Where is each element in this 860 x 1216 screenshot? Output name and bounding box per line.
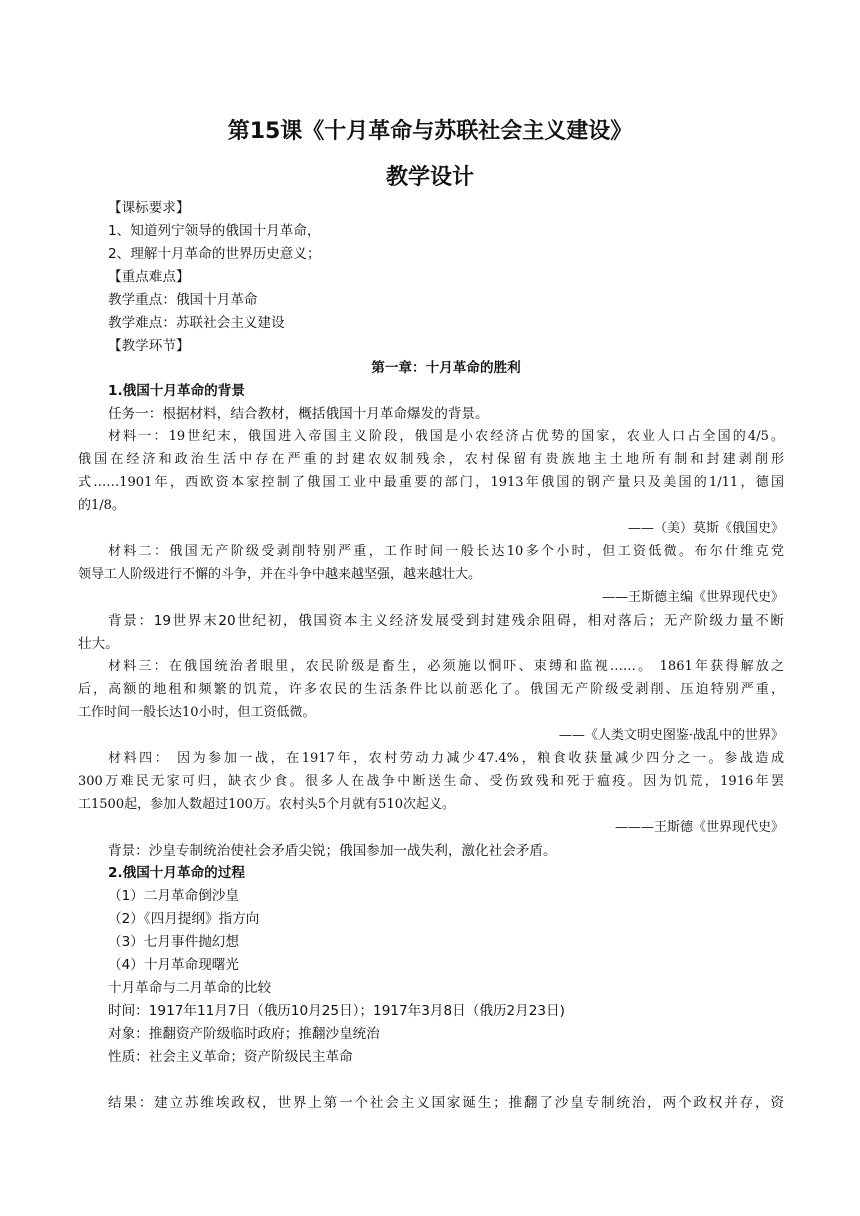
process-step: （4）十月革命现曙光 (108, 957, 239, 973)
teaching-difficulty: 教学难点：苏联社会主义建设 (108, 315, 285, 331)
comparison-time: 时间：1917年11月7日（俄历10月25日）；1917年3月8日（俄历2月23日) (108, 1003, 565, 1019)
comparison-title: 十月革命与二月革命的比较 (108, 980, 272, 996)
material-four: 材料四： 因为参加一战，在1917年，农村劳动力减少47.4%，粮食收获量减少四分之一。参战造成 (108, 751, 784, 766)
section-heading: 1.俄国十月革命的背景 (108, 383, 245, 399)
standards-heading: 【课标要求】 (108, 200, 190, 216)
process-step: （1）二月革命倒沙皇 (108, 888, 239, 904)
material-two: 领导工人阶级进行不懈的斗争，并在斗争中越来越坚强，越来越壮大。 (78, 567, 482, 582)
process-step: （2）《四月提纲》指方向 (108, 911, 260, 927)
source-citation: ——《人类文明史图鉴·战乱中的世界》 (558, 728, 784, 743)
source-citation: ——（美）莫斯《俄国史》 (627, 521, 784, 536)
material-three: 后，高额的地租和频繁的饥荒，许多农民的生活条件比以前恶化了。俄国无产阶级受剥削、压迫特别严重， (78, 682, 784, 697)
comparison-target: 对象：推翻资产阶级临时政府；推翻沙皇统治 (108, 1026, 380, 1042)
background-summary: 壮大。 (78, 636, 119, 652)
background-summary: 背景：19世界末20世纪初，俄国资本主义经济发展受到封建残余阻碍，相对落后；无产阶级力量不断 (108, 613, 784, 629)
material-four: 工1500起，参加人数超过100万。农村头5个月就有510次起义。 (78, 797, 455, 812)
document-title: 第15课《十月革命与苏联社会主义建设》 (227, 119, 633, 144)
chapter-heading: 第一章：十月革命的胜利 (371, 360, 521, 376)
comparison-nature: 性质：社会主义革命；资产阶级民主革命 (108, 1049, 353, 1065)
material-one: 的1/8。 (78, 498, 125, 513)
material-one: 式……1901年，西欧资本家控制了俄国工业中最重要的部门，1913年俄国的钢产量只及美国的1/11，德国 (78, 475, 784, 490)
section-heading: 2.俄国十月革命的过程 (108, 865, 245, 881)
comparison-result: 结果：建立苏维埃政权，世界上第一个社会主义国家诞生；推翻了沙皇专制统治，两个政权并存，资 (108, 1095, 784, 1111)
process-heading: 【教学环节】 (108, 338, 190, 354)
teaching-focus: 教学重点：俄国十月革命 (108, 292, 258, 308)
task-text: 任务一：根据材料，结合教材，概括俄国十月革命爆发的背景。 (108, 406, 489, 422)
source-citation: ——王斯德主编《世界现代史》 (601, 590, 784, 605)
material-three: 工作时间一般长达10小时，但工资低微。 (78, 705, 316, 720)
standards-item: 1、知道列宁领导的俄国十月革命， (108, 223, 321, 239)
document-subtitle: 教学设计 (385, 165, 474, 190)
material-one: 材料一：19世纪末，俄国进入帝国主义阶段，俄国是小农经济占优势的国家，农业人口占全国的4/5。 (108, 429, 784, 444)
material-one: 俄国在经济和政治生活中存在严重的封建农奴制残余，农村保留有贵族地主土地所有制和封建剥削形 (78, 452, 784, 467)
standards-item: 2、理解十月革命的世界历史意义； (108, 246, 321, 262)
background-summary: 背景：沙皇专制统治使社会矛盾尖锐；俄国参加一战失利，激化社会矛盾。 (108, 843, 557, 859)
key-points-heading: 【重点难点】 (108, 269, 190, 285)
material-two: 材料二：俄国无产阶级受剥削特别严重，工作时间一般长达10多个小时，但工资低微。布尔什维克党 (108, 544, 784, 559)
source-citation: ———王斯德《世界现代史》 (614, 820, 784, 835)
material-three: 材料三：在俄国统治者眼里，农民阶级是畜生，必须施以恫吓、束缚和监视……。 1861年获得解放之 (108, 659, 784, 674)
process-step: （3）七月事件抛幻想 (108, 934, 239, 950)
material-four: 300万难民无家可归，缺衣少食。很多人在战争中断送生命、受伤致残和死于瘟疫。因为饥荒，1916年罢 (78, 774, 784, 789)
